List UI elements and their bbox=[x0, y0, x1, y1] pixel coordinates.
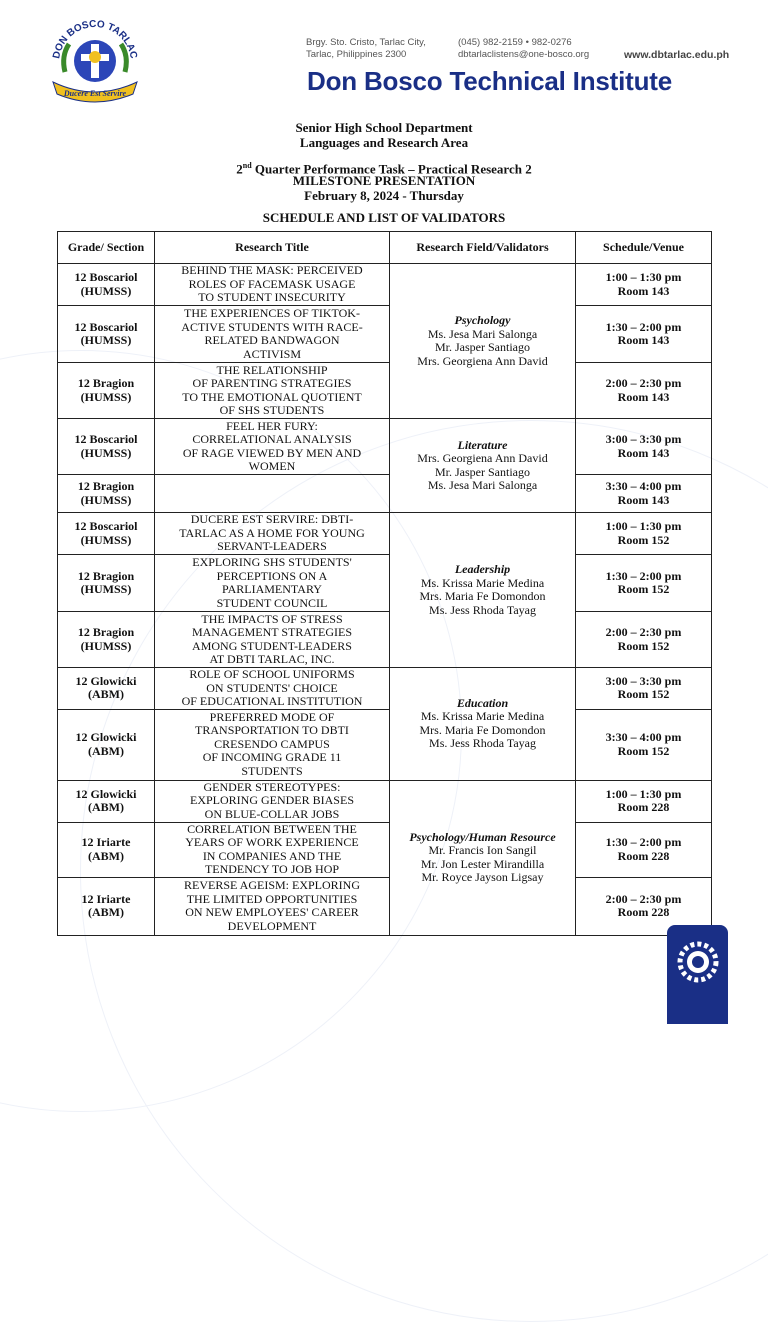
validator-name: Ms. Jess Rhoda Tayag bbox=[429, 736, 536, 751]
section-name: 12 Glowicki bbox=[75, 786, 137, 801]
svg-text:Ducere Est Servire: Ducere Est Servire bbox=[63, 89, 127, 98]
research-title-cell bbox=[155, 419, 390, 475]
research-title-line: AMONG STUDENT-LEADERS bbox=[192, 638, 352, 653]
validator-name: Mr. Jon Lester Mirandilla bbox=[420, 856, 545, 871]
validators-cell bbox=[390, 419, 576, 513]
research-title-line: SERVANT-LEADERS bbox=[217, 539, 327, 554]
table-row bbox=[58, 612, 712, 668]
strand-name: (ABM) bbox=[88, 905, 124, 919]
research-title-cell bbox=[155, 264, 390, 306]
research-title-line: TRANSPORTATION TO DBTI bbox=[195, 723, 349, 738]
research-title-line: DUCERE EST SERVIRE: DBTI- bbox=[190, 512, 354, 527]
schedule-cell bbox=[576, 264, 712, 306]
strand-name: (HUMSS) bbox=[80, 492, 132, 507]
venue-room: Room 152 bbox=[617, 638, 670, 653]
quarter-suffix: nd bbox=[242, 161, 252, 170]
section-cell bbox=[58, 306, 155, 363]
venue-room: Room 228 bbox=[617, 800, 670, 814]
research-title-line: EXPLORING GENDER BIASES bbox=[189, 793, 354, 808]
schedule-time: 2:00 – 2:30 pm bbox=[605, 376, 682, 390]
section-cell bbox=[58, 709, 155, 780]
validator-name: Mr. Francis Ion Sangil bbox=[428, 843, 537, 857]
validators-cell bbox=[390, 264, 576, 419]
contact-info bbox=[458, 37, 589, 60]
table-title: SCHEDULE AND LIST OF VALIDATORS bbox=[262, 210, 506, 225]
venue-room: Room 228 bbox=[617, 905, 670, 919]
table-row bbox=[58, 513, 712, 555]
research-title-line: WOMEN bbox=[248, 459, 296, 473]
section-name: 12 Boscariol bbox=[74, 270, 138, 284]
table-row bbox=[58, 780, 712, 822]
section-name: 12 Boscariol bbox=[74, 319, 138, 334]
section-cell bbox=[58, 877, 155, 935]
schedule-time: 2:00 – 2:30 pm bbox=[605, 625, 682, 639]
validator-name: Mrs. Maria Fe Domondon bbox=[419, 589, 546, 603]
schedule-cell bbox=[576, 709, 712, 780]
strand-name: (HUMSS) bbox=[80, 333, 132, 347]
department-heading: Senior High School Department bbox=[295, 120, 473, 135]
section-name: 12 Boscariol bbox=[74, 519, 138, 533]
research-title-line: ON STUDENTS' CHOICE bbox=[206, 680, 338, 695]
venue-room: Room 143 bbox=[617, 389, 670, 404]
section-cell bbox=[58, 668, 155, 710]
section-name: 12 Glowicki bbox=[75, 673, 137, 688]
research-title-line: THE LIMITED OPPORTUNITIES bbox=[186, 891, 358, 906]
research-title-line: PARLIAMENTARY bbox=[222, 582, 322, 596]
section-name: 12 Bragion bbox=[77, 625, 135, 639]
strand-name: (HUMSS) bbox=[80, 445, 132, 460]
address-line: Brgy. Sto. Cristo, Tarlac City, bbox=[306, 37, 426, 48]
strand-name: (HUMSS) bbox=[80, 638, 132, 653]
schedule-time: 3:30 – 4:00 pm bbox=[605, 479, 682, 493]
validator-name: Mr. Jasper Santiago bbox=[435, 464, 530, 479]
quarter-number: 2 bbox=[236, 161, 243, 177]
strand-name: (ABM) bbox=[88, 848, 124, 863]
research-title-line: MANAGEMENT STRATEGIES bbox=[191, 625, 353, 639]
schedule-time: 3:00 – 3:30 pm bbox=[605, 673, 682, 688]
phone-numbers: (045) 982-2159 • 982-0276 bbox=[458, 37, 572, 48]
section-cell bbox=[58, 780, 155, 822]
research-title-line: ACTIVISM bbox=[242, 346, 301, 361]
research-title-line: AT DBTI TARLAC, INC. bbox=[209, 652, 335, 666]
validator-name: Mrs. Maria Fe Domondon bbox=[419, 722, 546, 737]
research-title-line: CORRELATION BETWEEN THE bbox=[187, 821, 357, 836]
research-title-cell bbox=[155, 780, 390, 822]
research-title-line: THE RELATIONSHIP bbox=[216, 362, 328, 377]
table-row bbox=[58, 822, 712, 877]
event-heading: MILESTONE PRESENTATION bbox=[292, 173, 476, 188]
section-name: 12 Boscariol bbox=[74, 432, 138, 446]
validators-cell bbox=[390, 513, 576, 668]
column-header-schedule: Schedule/Venue bbox=[576, 232, 712, 264]
strand-name: (HUMSS) bbox=[80, 582, 132, 596]
validator-name: Mr. Jasper Santiago bbox=[435, 340, 530, 354]
schedule-cell bbox=[576, 780, 712, 822]
research-title-line: ON BLUE-COLLAR JOBS bbox=[204, 806, 340, 821]
research-title-line: DEVELOPMENT bbox=[227, 918, 317, 933]
section-name: 12 Bragion bbox=[77, 479, 135, 493]
schedule-time: 1:00 – 1:30 pm bbox=[605, 519, 682, 533]
section-name: 12 Bragion bbox=[77, 568, 135, 583]
research-title-cell bbox=[155, 709, 390, 780]
research-title-line: EXPLORING SHS STUDENTS' bbox=[192, 555, 352, 569]
strand-name: (ABM) bbox=[88, 687, 124, 702]
research-title-cell bbox=[155, 555, 390, 612]
date-heading: February 8, 2024 - Thursday bbox=[304, 188, 464, 203]
research-title-line: GENDER STEREOTYPES: bbox=[203, 779, 341, 794]
validator-name: Ms. Krissa Marie Medina bbox=[420, 575, 545, 590]
section-cell bbox=[58, 513, 155, 555]
validator-name: Ms. Krissa Marie Medina bbox=[420, 709, 545, 724]
validator-name: Ms. Jess Rhoda Tayag bbox=[429, 602, 536, 617]
schedule-time: 1:00 – 1:30 pm bbox=[605, 270, 682, 284]
institution-name: Don Bosco Technical Institute bbox=[307, 66, 672, 96]
section-cell bbox=[58, 363, 155, 419]
schedule-cell bbox=[576, 475, 712, 513]
research-title-line: REVERSE AGEISM: EXPLORING bbox=[183, 878, 360, 892]
schedule-cell bbox=[576, 513, 712, 555]
venue-room: Room 143 bbox=[617, 492, 670, 507]
research-title-cell bbox=[155, 306, 390, 363]
research-field: Literature bbox=[457, 437, 508, 452]
area-heading: Languages and Research Area bbox=[299, 135, 469, 150]
venue-room: Room 228 bbox=[617, 848, 670, 863]
research-title-line: THE EXPERIENCES OF TIKTOK- bbox=[184, 306, 360, 320]
svg-text:DON BOSCO TARLAC: DON BOSCO TARLAC bbox=[51, 18, 139, 60]
research-title-line: TO THE EMOTIONAL QUOTIENT bbox=[182, 389, 362, 404]
schedule-table bbox=[57, 231, 712, 936]
table-row bbox=[58, 709, 712, 780]
venue-room: Room 143 bbox=[617, 445, 670, 460]
research-title-line: RELATED BANDWAGON bbox=[204, 333, 340, 347]
schedule-cell bbox=[576, 822, 712, 877]
section-name: 12 Iriarte bbox=[81, 891, 131, 906]
research-title-line: TO STUDENT INSECURITY bbox=[198, 290, 346, 305]
school-logo bbox=[45, 16, 145, 106]
strand-name: (ABM) bbox=[88, 743, 124, 758]
research-field: Psychology/Human Resource bbox=[409, 829, 556, 844]
research-title-line: ROLE OF SCHOOL UNIFORMS bbox=[189, 667, 355, 681]
research-title-line: ROLES OF FACEMASK USAGE bbox=[188, 276, 356, 291]
research-title-cell bbox=[155, 363, 390, 419]
research-title-line: STUDENTS bbox=[241, 763, 303, 778]
section-cell bbox=[58, 612, 155, 668]
schedule-time: 1:30 – 2:00 pm bbox=[605, 568, 682, 583]
research-title-cell bbox=[155, 612, 390, 668]
quarter-text: Quarter Performance Task – Practical Research 2 bbox=[251, 161, 532, 177]
table-row bbox=[58, 363, 712, 419]
validators-cell bbox=[390, 780, 576, 935]
research-title-line: ACTIVE STUDENTS WITH RACE- bbox=[181, 319, 363, 334]
section-cell bbox=[58, 475, 155, 513]
schedule-cell bbox=[576, 555, 712, 612]
research-title-line: PERCEPTIONS ON A bbox=[216, 568, 328, 583]
table-row bbox=[58, 306, 712, 363]
table-row bbox=[58, 877, 712, 935]
research-title-line: YEARS OF WORK EXPERIENCE bbox=[185, 835, 359, 849]
venue-room: Room 152 bbox=[617, 532, 670, 547]
research-title-line: STUDENT COUNCIL bbox=[216, 595, 328, 610]
website-link[interactable]: www.dbtarlac.edu.ph bbox=[624, 49, 730, 61]
research-title-line: OF PARENTING STRATEGIES bbox=[192, 376, 352, 390]
table-body bbox=[58, 264, 712, 936]
strand-name: (HUMSS) bbox=[80, 532, 132, 547]
research-title-line: ON NEW EMPLOYEES' CAREER bbox=[185, 905, 359, 919]
research-title-line: TENDENCY TO JOB HOP bbox=[204, 862, 340, 876]
corner-badge bbox=[667, 925, 728, 1024]
research-title-cell bbox=[155, 822, 390, 877]
research-title-cell bbox=[155, 877, 390, 935]
schedule-time: 1:30 – 2:00 pm bbox=[605, 835, 682, 849]
research-field: Leadership bbox=[454, 562, 511, 576]
venue-room: Room 152 bbox=[617, 687, 670, 702]
table-row bbox=[58, 668, 712, 710]
validator-name: Mr. Royce Jayson Ligsay bbox=[421, 870, 544, 884]
schedule-time: 1:30 – 2:00 pm bbox=[605, 319, 682, 334]
schedule-time: 2:00 – 2:30 pm bbox=[605, 891, 682, 906]
validator-name: Ms. Jesa Mari Salonga bbox=[427, 478, 538, 492]
table-row bbox=[58, 264, 712, 306]
section-name: 12 Iriarte bbox=[81, 835, 131, 849]
table-row bbox=[58, 555, 712, 612]
research-title-cell bbox=[155, 513, 390, 555]
schedule-cell bbox=[576, 306, 712, 363]
column-header-section: Grade/ Section bbox=[58, 232, 155, 264]
table-row bbox=[58, 419, 712, 475]
validator-name: Mrs. Georgiena Ann David bbox=[417, 451, 548, 465]
research-title-line: BEHIND THE MASK: PERCEIVED bbox=[181, 263, 363, 278]
strand-name: (HUMSS) bbox=[80, 389, 132, 404]
schedule-time: 3:30 – 4:00 pm bbox=[605, 730, 682, 744]
validator-name: Mrs. Georgiena Ann David bbox=[417, 353, 548, 368]
validator-name: Ms. Jesa Mari Salonga bbox=[427, 326, 538, 341]
venue-room: Room 143 bbox=[617, 283, 670, 298]
research-title-line: PREFERRED MODE OF bbox=[209, 709, 335, 724]
strand-name: (HUMSS) bbox=[80, 283, 132, 298]
section-cell bbox=[58, 555, 155, 612]
venue-room: Room 152 bbox=[617, 743, 670, 758]
research-title-line: OF SHS STUDENTS bbox=[219, 403, 325, 417]
schedule-cell bbox=[576, 363, 712, 419]
column-header-title: Research Title bbox=[155, 232, 390, 264]
research-title-cell bbox=[155, 668, 390, 710]
research-title-line: OF INCOMING GRADE 11 bbox=[202, 750, 342, 765]
research-title-line: OF RAGE VIEWED BY MEN AND bbox=[182, 445, 362, 460]
section-cell bbox=[58, 822, 155, 877]
research-field: Psychology bbox=[454, 313, 511, 327]
validators-cell bbox=[390, 668, 576, 781]
schedule-cell bbox=[576, 668, 712, 710]
research-title-line: TARLAC AS A HOME FOR YOUNG bbox=[179, 525, 365, 540]
address bbox=[306, 37, 426, 60]
venue-room: Room 143 bbox=[617, 333, 670, 347]
table-header-row bbox=[58, 232, 712, 264]
research-title-line: OF EDUCATIONAL INSTITUTION bbox=[181, 694, 363, 708]
research-title-line: IN COMPANIES AND THE bbox=[202, 848, 342, 863]
section-cell bbox=[58, 264, 155, 306]
schedule-cell bbox=[576, 419, 712, 475]
research-title-line: CORRELATIONAL ANALYSIS bbox=[192, 432, 352, 446]
research-title-line: FEEL HER FURY: bbox=[226, 418, 318, 433]
research-title-line: CRESENDO CAMPUS bbox=[214, 736, 330, 751]
table-row bbox=[58, 475, 712, 513]
schedule-time: 3:00 – 3:30 pm bbox=[605, 432, 682, 446]
section-name: 12 Bragion bbox=[77, 376, 135, 390]
research-title-cell bbox=[155, 475, 390, 513]
section-cell bbox=[58, 419, 155, 475]
research-field: Education bbox=[456, 695, 509, 710]
email-address[interactable]: dbtarlaclistens@one-bosco.org bbox=[458, 48, 590, 60]
schedule-time: 1:00 – 1:30 pm bbox=[605, 786, 682, 801]
strand-name: (ABM) bbox=[88, 800, 124, 814]
schedule-cell bbox=[576, 612, 712, 668]
address-line: Tarlac, Philippines 2300 bbox=[306, 48, 407, 60]
venue-room: Room 152 bbox=[617, 582, 670, 596]
research-title-line: THE IMPACTS OF STRESS bbox=[201, 611, 343, 626]
column-header-validators: Research Field/Validators bbox=[390, 232, 576, 264]
section-name: 12 Glowicki bbox=[75, 730, 137, 744]
